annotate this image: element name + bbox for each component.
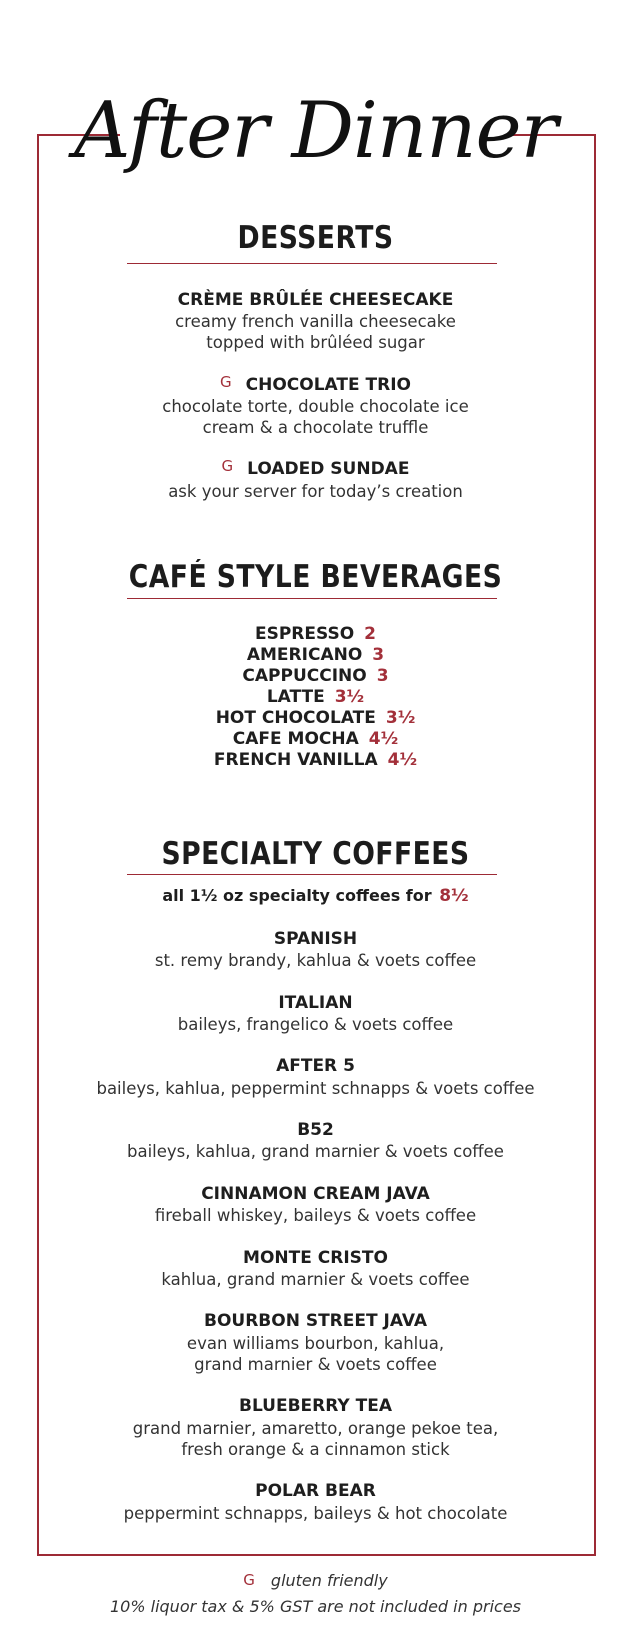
coffee-desc: evan williams bourbon, kahlua,: [186, 1334, 445, 1353]
coffee-name: BLUEBERRY TEA: [238, 1396, 393, 1416]
coffee-name: SPANISH: [273, 929, 358, 949]
beverage-price: 4½: [387, 750, 418, 770]
dessert-desc: creamy french vanilla cheesecake: [175, 312, 456, 331]
gluten-legend: G gluten friendly: [243, 1571, 388, 1590]
coffee-name: ITALIAN: [278, 993, 353, 1013]
desserts-divider: [127, 263, 497, 264]
beverage-item: FRENCH VANILLA 4½: [213, 750, 418, 770]
coffee-desc: fireball whiskey, baileys & voets coffee: [154, 1206, 477, 1225]
coffees-price-note: all 1½ oz specialty coffees for 8½: [162, 886, 469, 906]
tax-note: 10% liquor tax & 5% GST are not included in prices: [109, 1597, 521, 1616]
coffee-name: B52: [297, 1120, 334, 1140]
coffee-name: CINNAMON CREAM JAVA: [201, 1184, 430, 1204]
dessert-desc: cream & a chocolate truffle: [202, 418, 429, 437]
beverage-price: 3: [372, 645, 385, 665]
dessert-name: G LOADED SUNDAE: [221, 457, 410, 479]
coffee-desc: grand marnier & voets coffee: [194, 1355, 437, 1374]
menu-title: After Dinner: [74, 86, 557, 176]
beverage-item: LATTE 3½: [266, 687, 365, 707]
coffee-desc: peppermint schnapps, baileys & hot chocolate: [123, 1504, 508, 1523]
coffee-desc: kahlua, grand marnier & voets coffee: [161, 1270, 470, 1289]
beverage-item: ESPRESSO 2: [254, 624, 377, 644]
coffee-desc: grand marnier, amaretto, orange pekoe tea,: [132, 1419, 499, 1438]
beverage-price: 4½: [368, 729, 399, 749]
coffee-desc: fresh orange & a cinnamon stick: [181, 1440, 450, 1459]
desserts-heading: DESSERTS: [237, 220, 394, 256]
coffee-name: AFTER 5: [276, 1056, 355, 1076]
coffee-name: BOURBON STREET JAVA: [203, 1311, 428, 1331]
coffee-name: MONTE CRISTO: [243, 1248, 388, 1268]
dessert-desc: ask your server for today’s creation: [168, 482, 463, 501]
coffee-name: POLAR BEAR: [255, 1481, 376, 1501]
coffees-heading: SPECIALTY COFFEES: [161, 836, 470, 872]
gluten-friendly-badge: G: [243, 1571, 255, 1589]
beverage-price: 3½: [385, 708, 416, 728]
dessert-desc: chocolate torte, double chocolate ice: [162, 397, 469, 416]
gluten-friendly-badge: G: [220, 373, 232, 391]
beverage-item: CAFE MOCHA 4½: [232, 729, 399, 749]
gluten-friendly-badge: G: [221, 457, 234, 475]
coffees-divider: [127, 874, 497, 875]
beverage-price: 3: [376, 666, 389, 686]
beverages-heading: CAFÉ STYLE BEVERAGES: [128, 559, 503, 595]
beverage-price: 3½: [334, 687, 365, 707]
coffee-desc: baileys, kahlua, grand marnier & voets coffee: [127, 1142, 504, 1161]
dessert-desc: topped with brûléed sugar: [206, 333, 425, 352]
coffee-desc: baileys, frangelico & voets coffee: [177, 1015, 454, 1034]
beverage-item: AMERICANO 3: [246, 645, 385, 665]
dessert-name: G CHOCOLATE TRIO: [220, 373, 411, 395]
beverage-item: CAPPUCCINO 3: [242, 666, 389, 686]
beverage-item: HOT CHOCOLATE 3½: [215, 708, 416, 728]
coffee-desc: baileys, kahlua, peppermint schnapps & voets coffee: [96, 1079, 535, 1098]
dessert-name: CRÈME BRÛLÉE CHEESECAKE: [177, 290, 454, 310]
beverage-price: 2: [364, 624, 377, 644]
coffee-desc: st. remy brandy, kahlua & voets coffee: [154, 951, 477, 970]
beverages-divider: [127, 598, 497, 599]
coffees-price: 8½: [439, 886, 469, 906]
